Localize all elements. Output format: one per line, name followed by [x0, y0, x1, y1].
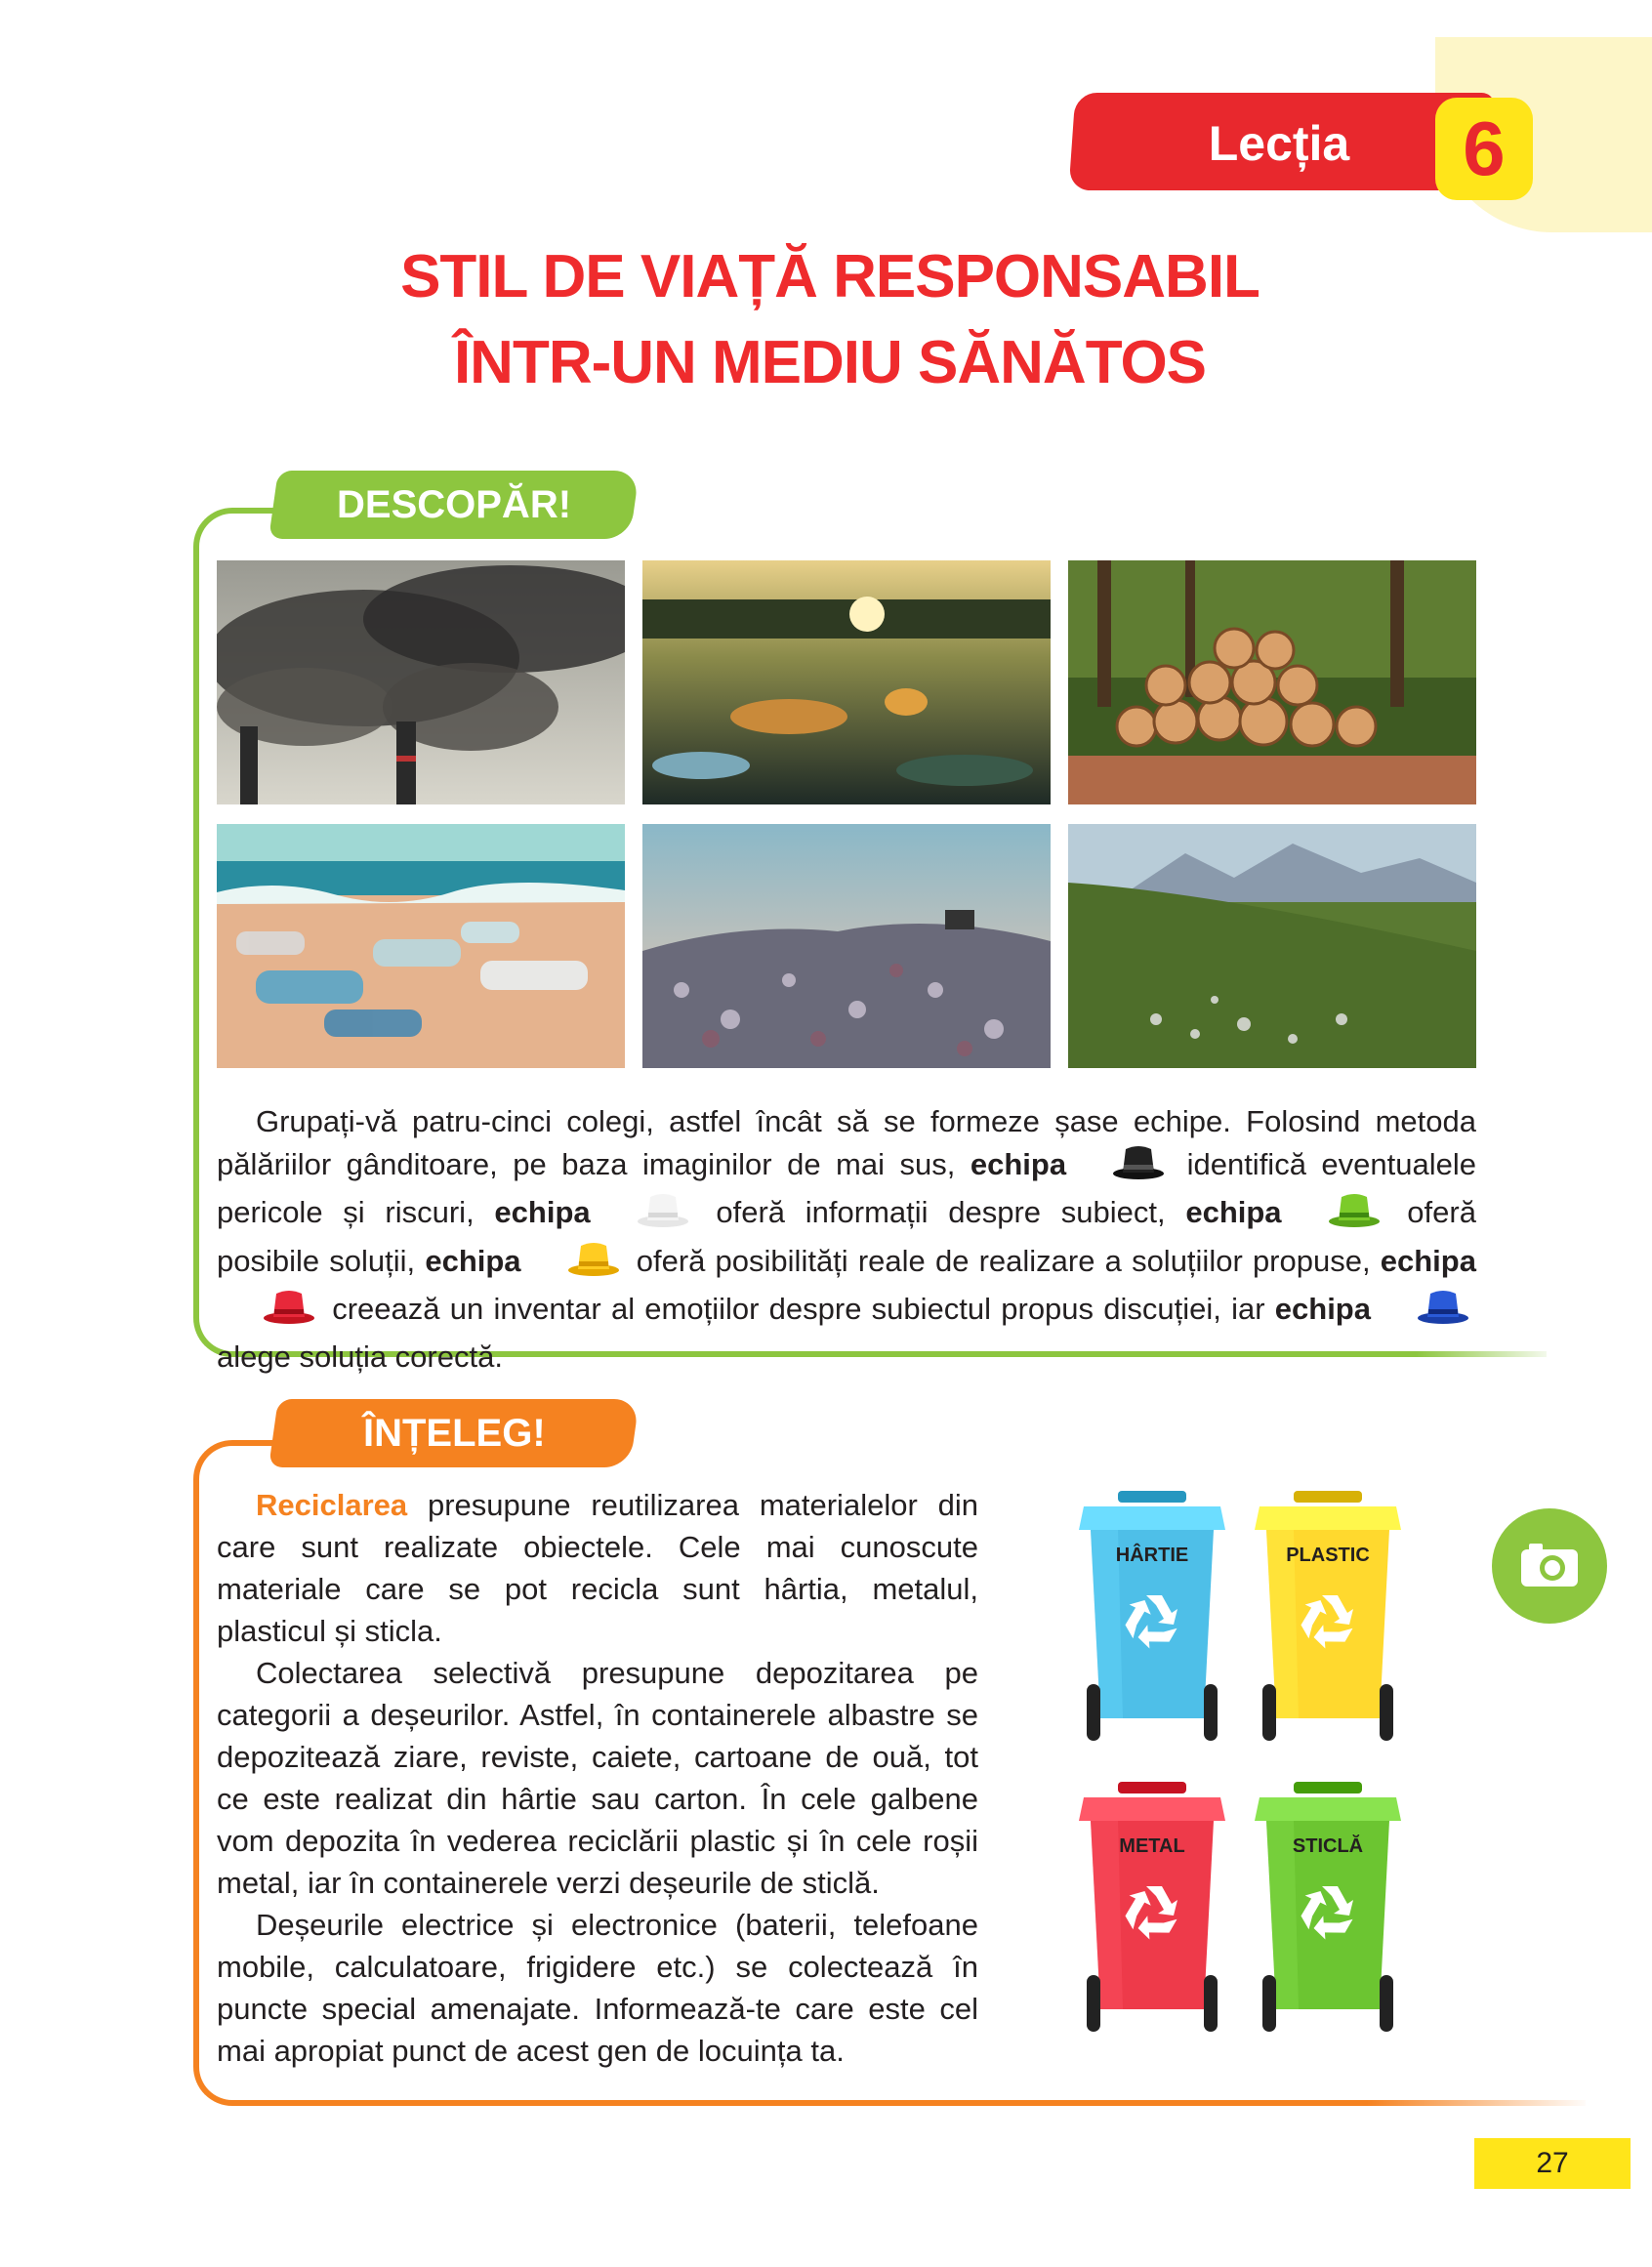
bin-label: HÂRTIE — [1115, 1545, 1189, 1566]
factory-smoke-photo — [217, 560, 625, 804]
page-title — [351, 234, 1308, 406]
recycling-bin-3 — [1079, 1782, 1225, 2032]
white-team-text: oferă informații despre subiect, — [716, 1195, 1166, 1229]
bin-wheel — [1262, 1975, 1276, 2032]
recycling-bin-2 — [1255, 1491, 1401, 1741]
team-word: echipa — [425, 1243, 521, 1278]
yellow-hat-icon — [527, 1240, 621, 1289]
green-team-text: oferă posibile soluții, — [217, 1195, 1476, 1278]
team-word: echipa — [494, 1195, 591, 1229]
red-hat-icon — [223, 1288, 316, 1337]
littered-hillside-photo — [1068, 824, 1476, 1068]
bin-lid — [1255, 1506, 1401, 1530]
bin-wheel — [1087, 1975, 1100, 2032]
cut-logs-photo — [1068, 560, 1476, 804]
team-word: echipa — [1274, 1292, 1371, 1326]
bin-handle — [1294, 1782, 1362, 1793]
bin-wheel — [1087, 1684, 1100, 1741]
bin-wheel — [1380, 1684, 1393, 1741]
intro-text: Grupați-vă patru-cinci colegi, astfel încât să se formeze șase echipe. Folosind metoda pălăriilor gânditoare, pe baza imaginilor de mai sus, — [217, 1104, 1476, 1181]
white-hat-icon — [597, 1191, 690, 1240]
recycling-definition: presupune reutilizarea materialelor din care sunt realizate obiectele. Cele mai cunoscute materiale care se pot recicla sunt hârtia, metalul, plasticul și sticla. — [217, 1488, 978, 1648]
landfill-photo — [642, 824, 1051, 1068]
green-hat-icon — [1288, 1191, 1382, 1240]
title-line-1: STIL DE VIAȚĂ RESPONSABIL — [400, 243, 1260, 310]
discover-tag: DESCOPĂR! — [268, 471, 640, 539]
recycling-text — [217, 1484, 978, 2072]
blue-hat-icon — [1377, 1288, 1470, 1337]
lesson-label: Lecția — [1208, 116, 1350, 171]
bin-wheel — [1262, 1684, 1276, 1741]
blue-team-text: alege soluția corectă. — [217, 1339, 503, 1374]
team-word: echipa — [970, 1146, 1067, 1181]
recycling-bins — [1079, 1489, 1411, 2065]
yellow-team-text: oferă posibilități reale de realizare a soluțiilor propuse, — [636, 1243, 1371, 1278]
bin-label: METAL — [1119, 1835, 1185, 1857]
understand-tag: ÎNȚELEG! — [268, 1399, 640, 1467]
recycling-paragraph-3: Deșeurile electrice și electronice (baterii, telefoane mobile, calculatoare, frigidere etc.) se colectează în puncte special amenajate. Informează-te care este cel mai apropiat punct de acest gen de locuința ta. — [217, 1908, 978, 2068]
recycling-paragraph-2: Colectarea selectivă presupune depozitarea pe categorii a deșeurilor. Astfel, în containerele albastre se depozitează ziare, reviste, caiete, cartoane de ouă, tot ce este realizat din hârtie sau carton. În cele galbene vom depozita în vederea reciclării plastic și în cele roșii metal, iar în containerele verzi deșeurile de sticlă. — [217, 1656, 978, 1900]
red-team-text: creează un inventar al emoțiilor despre subiectul propus discuției, iar — [332, 1292, 1265, 1326]
bin-label: PLASTIC — [1286, 1545, 1370, 1566]
frame-fade — [1367, 2080, 1591, 2109]
team-word: echipa — [1185, 1195, 1282, 1229]
polluted-lake-photo — [642, 560, 1051, 804]
camera-icon[interactable] — [1492, 1508, 1607, 1624]
bin-wheel — [1204, 1975, 1218, 2032]
recycling-bin-4 — [1255, 1782, 1401, 2032]
bin-handle — [1294, 1491, 1362, 1503]
black-hat-icon — [1072, 1143, 1166, 1192]
bin-wheel — [1380, 1975, 1393, 2032]
bin-lid — [1255, 1797, 1401, 1821]
bin-lid — [1079, 1797, 1225, 1821]
recycling-term: Reciclarea — [256, 1488, 408, 1522]
discover-paragraph — [217, 1101, 1476, 1378]
bin-wheel — [1204, 1684, 1218, 1741]
bin-handle — [1118, 1491, 1186, 1503]
bins-illustration — [1079, 1489, 1411, 2065]
recycling-bin-1 — [1079, 1491, 1225, 1741]
lesson-number: 6 — [1435, 98, 1533, 200]
bin-handle — [1118, 1782, 1186, 1793]
bin-label: STICLĂ — [1292, 1835, 1364, 1857]
page-number: 27 — [1474, 2138, 1631, 2189]
bin-lid — [1079, 1506, 1225, 1530]
black-team-text: identifică eventualele pericole și riscuri, — [217, 1146, 1476, 1229]
plastic-beach-photo — [217, 824, 625, 1068]
team-word: echipa — [1380, 1243, 1476, 1278]
recycling-paragraph-1 — [217, 1484, 978, 1652]
title-line-2: ÎNTR-UN MEDIU SĂNĂTOS — [453, 329, 1207, 396]
